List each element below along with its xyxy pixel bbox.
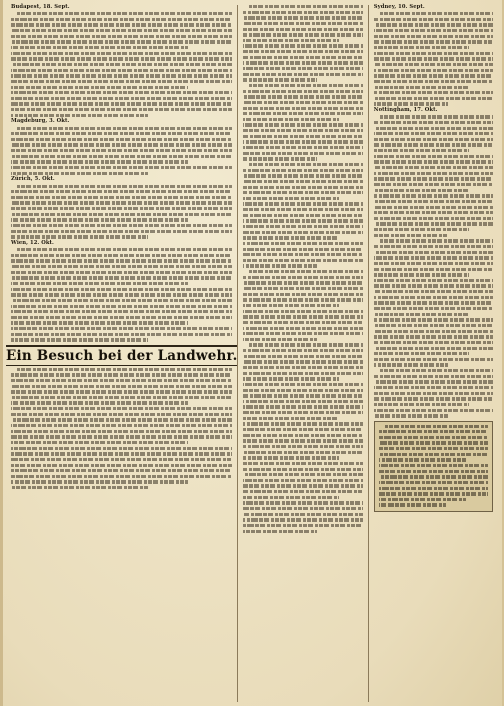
text-line bbox=[11, 441, 188, 444]
page-edge-left bbox=[0, 0, 3, 706]
text-line bbox=[17, 248, 232, 251]
text-line bbox=[385, 425, 488, 428]
text-line bbox=[374, 335, 493, 338]
article-body bbox=[243, 5, 362, 82]
text-line bbox=[11, 138, 232, 141]
text-line bbox=[11, 469, 232, 472]
text-line bbox=[17, 185, 232, 188]
text-line bbox=[243, 366, 362, 369]
text-line bbox=[374, 57, 493, 60]
text-line bbox=[243, 197, 338, 200]
text-line bbox=[11, 52, 232, 55]
text-line bbox=[11, 447, 232, 450]
text-line bbox=[374, 86, 469, 89]
article-body bbox=[374, 369, 493, 417]
text-line bbox=[243, 61, 362, 64]
text-line bbox=[374, 40, 493, 43]
text-line bbox=[243, 327, 362, 330]
text-line bbox=[374, 313, 469, 316]
text-line bbox=[243, 39, 338, 42]
text-line bbox=[243, 400, 362, 403]
text-line bbox=[374, 284, 493, 287]
text-line bbox=[243, 67, 362, 70]
text-line bbox=[374, 409, 493, 412]
text-line bbox=[243, 225, 362, 228]
text-line bbox=[11, 486, 148, 489]
text-line bbox=[11, 299, 232, 302]
text-line bbox=[249, 84, 362, 87]
text-line bbox=[11, 316, 232, 319]
text-line bbox=[11, 458, 232, 461]
text-line bbox=[243, 208, 362, 211]
text-line bbox=[374, 74, 493, 77]
text-line bbox=[374, 155, 493, 158]
text-line bbox=[243, 157, 317, 160]
text-line bbox=[374, 318, 493, 321]
text-line bbox=[374, 194, 493, 197]
text-line bbox=[11, 143, 232, 146]
text-line bbox=[243, 259, 362, 262]
text-line bbox=[11, 108, 232, 111]
text-line bbox=[11, 338, 148, 341]
text-line bbox=[11, 407, 232, 410]
text-line bbox=[243, 332, 362, 335]
text-line bbox=[11, 396, 232, 399]
text-line bbox=[243, 73, 362, 76]
text-line bbox=[374, 18, 493, 21]
text-line bbox=[243, 445, 362, 448]
article-body bbox=[374, 239, 493, 366]
dateline: Magdeburg, 3. Okt. bbox=[11, 118, 70, 125]
text-line bbox=[243, 276, 362, 279]
text-line bbox=[11, 430, 232, 433]
text-line bbox=[243, 507, 362, 510]
text-line bbox=[11, 385, 232, 388]
text-line bbox=[243, 321, 362, 324]
text-line bbox=[243, 236, 338, 239]
text-line bbox=[11, 35, 232, 38]
text-line bbox=[374, 380, 493, 383]
text-line bbox=[374, 97, 493, 100]
text-line bbox=[374, 127, 493, 130]
text-line bbox=[374, 397, 493, 400]
text-line bbox=[249, 343, 362, 346]
text-line bbox=[243, 152, 362, 155]
text-line bbox=[11, 373, 232, 376]
text-line bbox=[374, 172, 493, 175]
text-line bbox=[243, 298, 362, 301]
text-line bbox=[374, 363, 448, 366]
text-line bbox=[379, 441, 488, 444]
text-line bbox=[379, 487, 488, 490]
box-body bbox=[379, 425, 488, 507]
text-line bbox=[374, 46, 469, 49]
text-line bbox=[374, 149, 469, 152]
text-line bbox=[11, 196, 232, 199]
text-line bbox=[374, 121, 493, 124]
text-line bbox=[11, 418, 232, 421]
text-line bbox=[243, 118, 338, 121]
text-line bbox=[11, 480, 188, 483]
text-line bbox=[11, 29, 232, 32]
text-line bbox=[243, 479, 362, 482]
text-line bbox=[243, 123, 362, 126]
column-3 bbox=[368, 5, 498, 702]
text-line bbox=[243, 490, 362, 493]
text-line bbox=[11, 207, 232, 210]
text-line bbox=[243, 462, 362, 465]
text-line bbox=[243, 253, 362, 256]
text-line bbox=[11, 80, 232, 83]
text-line bbox=[11, 218, 188, 221]
text-line bbox=[380, 369, 493, 372]
text-line bbox=[374, 324, 493, 327]
text-line bbox=[11, 86, 188, 89]
text-line bbox=[374, 307, 493, 310]
text-line bbox=[243, 169, 362, 172]
text-line bbox=[243, 439, 362, 442]
article-body bbox=[374, 12, 493, 106]
text-line bbox=[243, 140, 362, 143]
text-line bbox=[249, 163, 362, 166]
text-line bbox=[11, 172, 148, 175]
text-line bbox=[243, 530, 317, 533]
announcement-box bbox=[374, 421, 493, 513]
dateline: Budapest, 18. Sept. bbox=[11, 4, 70, 10]
text-line bbox=[249, 270, 362, 273]
text-line bbox=[243, 287, 362, 290]
text-line bbox=[11, 155, 232, 158]
text-line bbox=[380, 12, 493, 15]
text-line bbox=[374, 234, 448, 237]
text-line bbox=[243, 304, 338, 307]
text-line bbox=[243, 293, 362, 296]
text-line bbox=[243, 101, 362, 104]
text-line bbox=[243, 451, 362, 454]
text-line bbox=[243, 22, 362, 25]
text-line bbox=[374, 222, 493, 225]
text-line bbox=[379, 475, 488, 478]
text-line bbox=[11, 201, 232, 204]
text-line bbox=[243, 473, 362, 476]
text-line bbox=[374, 375, 493, 378]
text-line bbox=[11, 265, 232, 268]
text-line bbox=[11, 74, 232, 77]
text-line bbox=[374, 392, 493, 395]
text-line bbox=[11, 46, 188, 49]
text-line bbox=[243, 456, 338, 459]
text-line bbox=[374, 217, 493, 220]
text-line bbox=[374, 91, 493, 94]
text-line bbox=[374, 80, 493, 83]
text-line bbox=[379, 453, 488, 456]
text-line bbox=[11, 114, 148, 117]
text-line bbox=[243, 281, 362, 284]
text-line bbox=[243, 78, 317, 81]
text-line bbox=[374, 206, 493, 209]
text-line bbox=[374, 403, 469, 406]
text-line bbox=[243, 524, 362, 527]
text-line bbox=[11, 464, 232, 467]
text-line bbox=[243, 355, 362, 358]
text-line bbox=[374, 358, 493, 361]
text-line bbox=[374, 211, 493, 214]
text-line bbox=[243, 377, 338, 380]
text-line bbox=[374, 177, 493, 180]
text-line bbox=[374, 268, 493, 271]
text-line bbox=[11, 18, 232, 21]
text-line bbox=[374, 386, 493, 389]
text-line bbox=[11, 452, 232, 455]
text-line bbox=[374, 341, 493, 344]
text-line bbox=[17, 12, 232, 15]
text-line bbox=[243, 174, 362, 177]
text-line bbox=[11, 190, 232, 193]
text-line bbox=[243, 383, 362, 386]
article-body bbox=[243, 270, 362, 341]
article-body bbox=[11, 127, 232, 175]
text-line bbox=[11, 91, 232, 94]
text-line bbox=[380, 115, 493, 118]
text-line bbox=[11, 23, 232, 26]
text-line bbox=[374, 279, 493, 282]
text-line bbox=[243, 496, 338, 499]
text-line bbox=[379, 481, 488, 484]
article-title-band bbox=[6, 345, 237, 366]
text-line bbox=[374, 262, 493, 265]
column-1 bbox=[6, 5, 237, 702]
text-line bbox=[11, 321, 188, 324]
text-line bbox=[243, 428, 362, 431]
text-line bbox=[243, 129, 362, 132]
text-line bbox=[374, 143, 493, 146]
text-line bbox=[374, 166, 493, 169]
text-line bbox=[379, 492, 488, 495]
text-line bbox=[374, 256, 493, 259]
text-line bbox=[11, 401, 188, 404]
text-line bbox=[11, 160, 188, 163]
text-line bbox=[243, 518, 362, 521]
text-line bbox=[243, 16, 362, 19]
text-line bbox=[374, 132, 493, 135]
text-line bbox=[243, 191, 362, 194]
text-line bbox=[374, 414, 448, 417]
dateline: Zürich, 5. Okt. bbox=[11, 176, 55, 183]
text-line bbox=[243, 231, 362, 234]
text-line bbox=[374, 200, 493, 203]
text-line bbox=[243, 202, 362, 205]
text-line bbox=[243, 56, 362, 59]
text-line bbox=[243, 28, 362, 31]
text-line bbox=[374, 35, 493, 38]
text-line bbox=[379, 503, 447, 506]
text-line bbox=[11, 288, 232, 291]
text-line bbox=[243, 248, 362, 251]
article-body bbox=[11, 185, 232, 239]
text-line bbox=[374, 251, 493, 254]
text-line bbox=[243, 219, 362, 222]
text-line bbox=[374, 273, 469, 276]
text-line bbox=[243, 112, 362, 115]
text-line bbox=[243, 214, 362, 217]
text-line bbox=[243, 90, 362, 93]
text-line bbox=[243, 107, 362, 110]
text-line bbox=[11, 293, 232, 296]
text-line bbox=[11, 166, 232, 169]
text-line bbox=[243, 146, 362, 149]
text-line bbox=[243, 310, 362, 313]
text-line bbox=[243, 468, 362, 471]
text-line bbox=[243, 422, 362, 425]
text-line bbox=[11, 390, 232, 393]
text-line bbox=[11, 413, 232, 416]
text-line bbox=[374, 189, 469, 192]
text-line bbox=[243, 417, 338, 420]
text-line bbox=[243, 338, 317, 341]
text-line bbox=[374, 301, 493, 304]
text-line bbox=[374, 160, 493, 163]
text-line bbox=[374, 296, 493, 299]
text-line bbox=[374, 347, 493, 350]
text-line bbox=[11, 97, 232, 100]
text-line bbox=[243, 33, 362, 36]
text-line bbox=[379, 436, 488, 439]
text-line bbox=[11, 224, 232, 227]
text-line bbox=[243, 44, 362, 47]
text-line bbox=[243, 405, 362, 408]
text-line bbox=[11, 149, 232, 152]
text-line bbox=[374, 69, 493, 72]
text-line bbox=[374, 330, 493, 333]
text-line bbox=[11, 276, 232, 279]
text-line bbox=[11, 235, 148, 238]
text-line bbox=[374, 29, 493, 32]
text-line bbox=[11, 63, 232, 66]
text-line bbox=[374, 102, 448, 105]
text-line bbox=[243, 186, 362, 189]
article-body bbox=[11, 248, 232, 342]
column-2 bbox=[237, 5, 367, 702]
text-line bbox=[243, 389, 362, 392]
article-title: Ein Besuch bei der Landwehr. bbox=[6, 347, 238, 364]
text-line bbox=[243, 264, 317, 267]
text-line bbox=[243, 501, 362, 504]
article-body bbox=[11, 368, 232, 490]
text-line bbox=[379, 430, 488, 433]
text-line bbox=[11, 254, 232, 257]
text-line bbox=[243, 11, 362, 14]
text-line bbox=[249, 5, 362, 8]
text-line bbox=[374, 290, 493, 293]
text-line bbox=[374, 245, 493, 248]
text-line bbox=[11, 57, 232, 60]
text-line bbox=[243, 95, 362, 98]
text-line bbox=[243, 135, 362, 138]
text-line bbox=[11, 310, 232, 313]
column-layout bbox=[6, 5, 498, 702]
text-line bbox=[11, 435, 232, 438]
text-line bbox=[243, 411, 362, 414]
text-line bbox=[243, 349, 362, 352]
text-line bbox=[11, 379, 232, 382]
text-line bbox=[243, 360, 362, 363]
text-line bbox=[11, 271, 232, 274]
text-line bbox=[11, 333, 232, 336]
text-line bbox=[374, 23, 493, 26]
text-line bbox=[374, 352, 469, 355]
article-body bbox=[243, 84, 362, 161]
text-line bbox=[374, 63, 493, 66]
text-line bbox=[374, 52, 493, 55]
text-line bbox=[11, 213, 232, 216]
article-body bbox=[243, 163, 362, 268]
text-line bbox=[379, 447, 488, 450]
text-line bbox=[243, 180, 362, 183]
text-line bbox=[11, 132, 232, 135]
text-line bbox=[374, 183, 493, 186]
text-line bbox=[11, 282, 188, 285]
text-line bbox=[374, 138, 493, 141]
text-line bbox=[11, 475, 232, 478]
text-line bbox=[11, 102, 232, 105]
text-line bbox=[11, 327, 232, 330]
text-line bbox=[374, 228, 469, 231]
text-line bbox=[379, 458, 466, 461]
text-line bbox=[243, 513, 362, 516]
text-line bbox=[243, 372, 362, 375]
text-line bbox=[11, 259, 232, 262]
text-line bbox=[243, 484, 362, 487]
text-line bbox=[243, 315, 362, 318]
text-line bbox=[17, 127, 232, 130]
text-line bbox=[243, 242, 362, 245]
text-line bbox=[379, 498, 466, 501]
text-line bbox=[243, 50, 362, 53]
dateline: Sydney, 10. Sept. bbox=[373, 4, 425, 10]
text-line bbox=[11, 230, 232, 233]
text-line bbox=[379, 470, 488, 473]
text-line bbox=[11, 424, 232, 427]
text-line bbox=[17, 368, 232, 371]
dateline: Wien, 12. Okt. bbox=[11, 239, 54, 246]
article-body bbox=[374, 115, 493, 237]
article-body bbox=[11, 12, 232, 117]
text-line bbox=[11, 69, 232, 72]
text-line bbox=[243, 434, 362, 437]
dateline: Nottingham, 17. Okt. bbox=[373, 107, 438, 114]
text-line bbox=[11, 305, 232, 308]
text-line bbox=[379, 464, 488, 467]
article-body bbox=[243, 343, 362, 532]
text-line bbox=[11, 40, 232, 43]
text-line bbox=[243, 394, 362, 397]
text-line bbox=[380, 239, 493, 242]
